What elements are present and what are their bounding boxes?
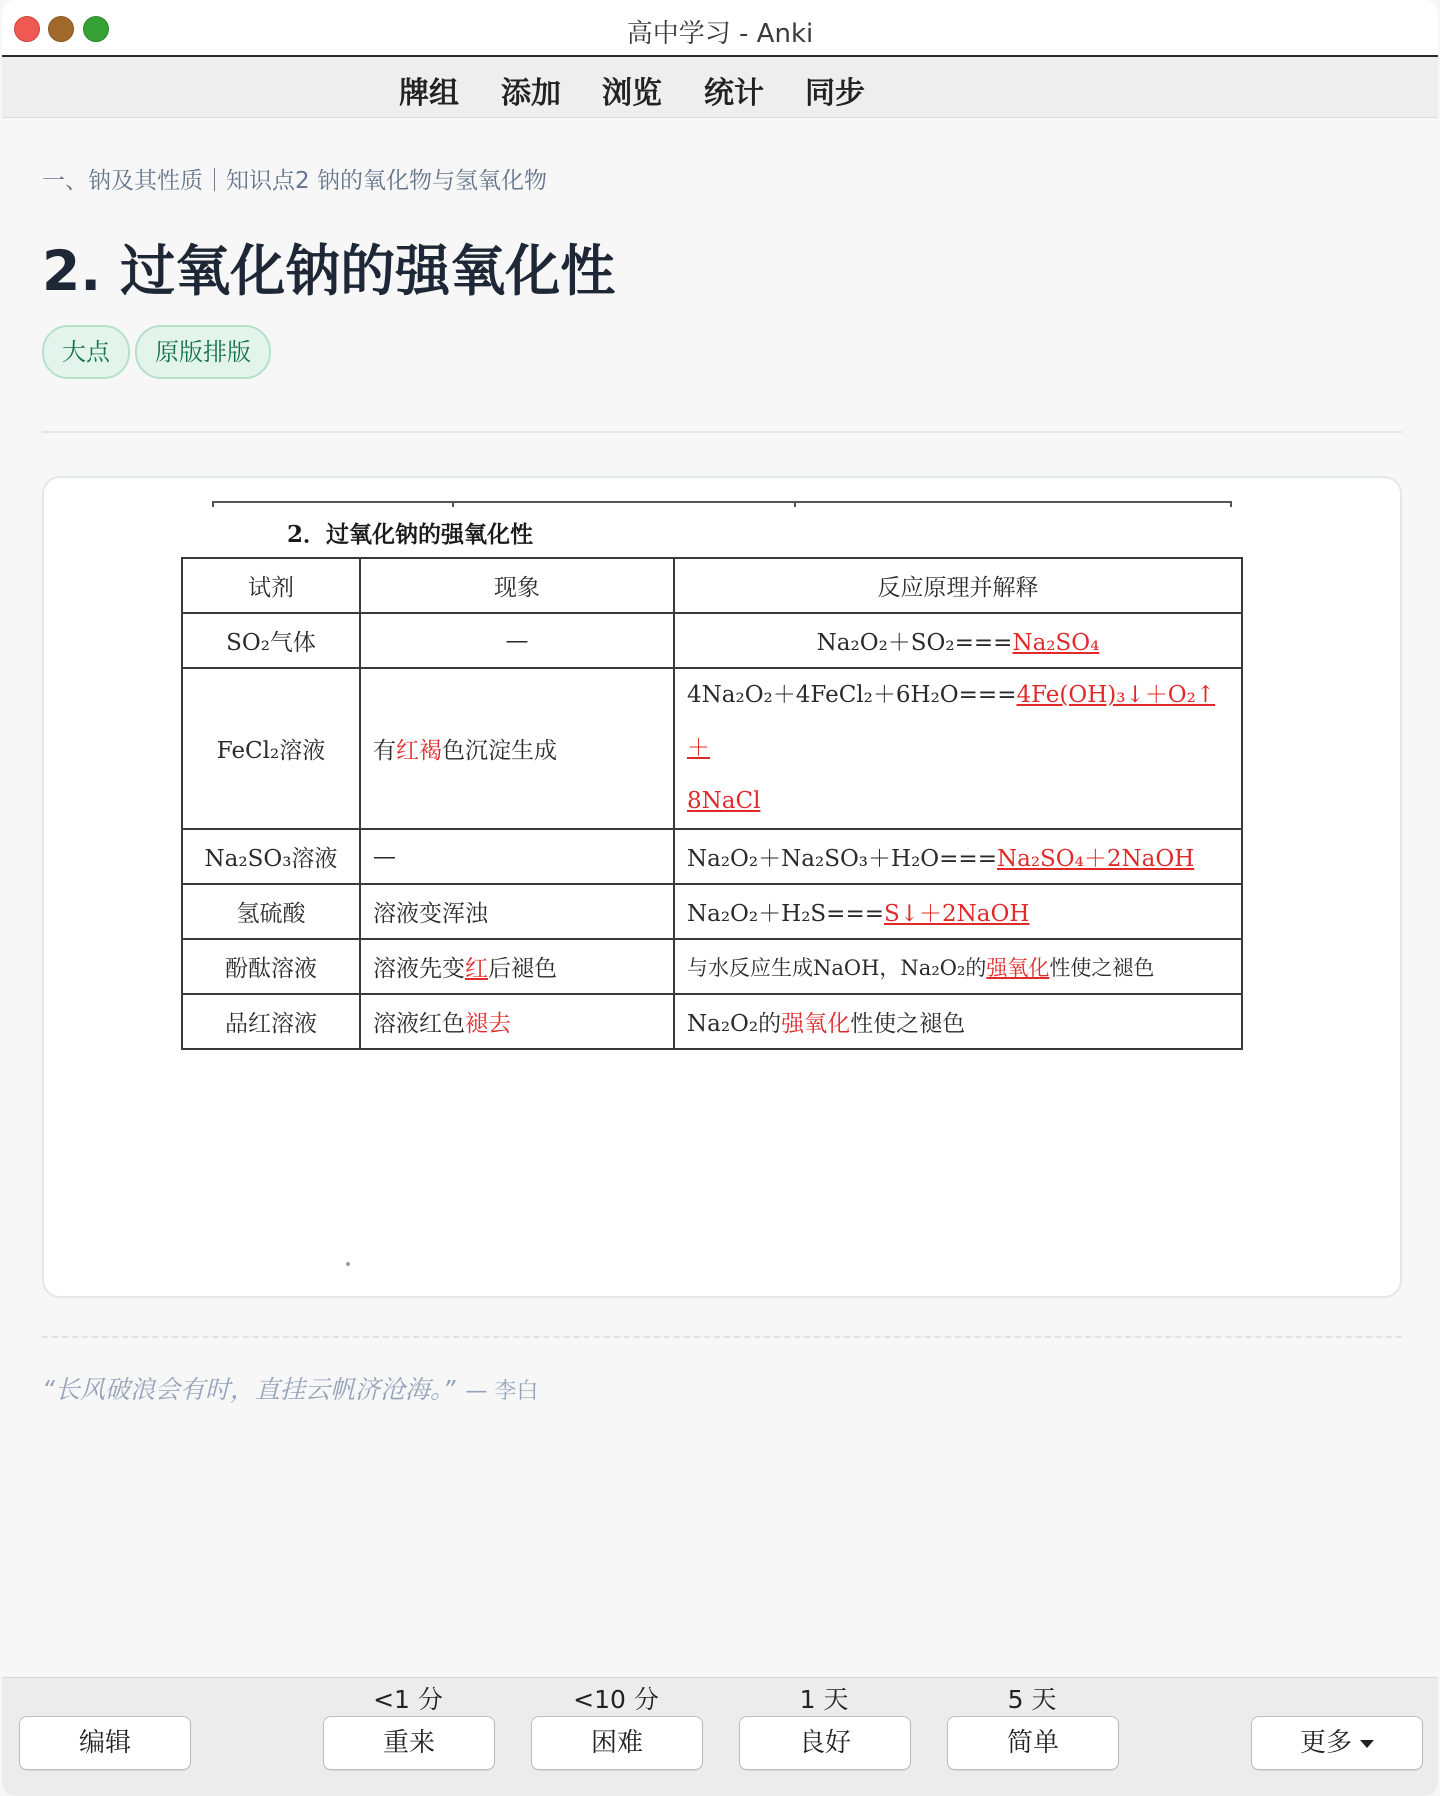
quote-divider [42, 1336, 1402, 1338]
reagent-cell: SO₂气体 [182, 613, 360, 668]
again-button[interactable]: 重来 [323, 1716, 495, 1770]
phenomenon-cell: 溶液变浑浊 [360, 884, 674, 939]
table-row [182, 668, 1242, 829]
table-header-cell: 反应原理并解释 [674, 558, 1242, 613]
interval-label: 1 天 [799, 1685, 849, 1714]
image-title: 2．过氧化钠的强氧化性 [287, 521, 534, 548]
reaction-text: Na₂O₂＋Na₂SO₃＋H₂O=== [687, 846, 997, 872]
phenomenon-text: 溶液红色 [373, 1011, 465, 1037]
phenomenon-cell [360, 994, 674, 1049]
divider [42, 431, 1402, 433]
phenomenon-cell: — [360, 829, 674, 884]
table-row [182, 994, 1242, 1049]
more-label: 更多 [1299, 1728, 1352, 1758]
reaction-cell [674, 994, 1242, 1049]
stray-dot [346, 1262, 350, 1266]
toolbar-decks[interactable]: 牌组 [399, 76, 459, 111]
toolbar-add[interactable]: 添加 [501, 76, 561, 111]
reagent-cell: 氢硫酸 [182, 884, 360, 939]
table-header-row [182, 558, 1242, 613]
phenomenon-cell [360, 668, 674, 829]
phenomenon-text: 色沉淀生成 [442, 738, 557, 764]
anki-window [2, 0, 1438, 1796]
tag-chip[interactable]: 大点 [42, 325, 130, 379]
table-row [182, 829, 1242, 884]
phenomenon-answer: 红 [465, 956, 488, 982]
image-top-rule [212, 501, 1232, 503]
reaction-text: 与水反应生成NaOH，Na₂O₂的 [687, 955, 987, 980]
tag-chip[interactable]: 原版排版 [135, 325, 271, 379]
reaction-answer: 强氧化 [986, 955, 1050, 980]
quote-author: — 李白 [465, 1379, 539, 1404]
interval-label: <1 分 [373, 1685, 443, 1714]
reaction-cell [674, 613, 1242, 668]
phenomenon-cell [360, 939, 674, 994]
table-row [182, 884, 1242, 939]
phenomenon-cell: — [360, 613, 674, 668]
reaction-text: Na₂O₂＋SO₂=== [816, 630, 1013, 656]
reaction-answer: 8NaCl [687, 788, 761, 814]
main-toolbar [2, 57, 1438, 118]
image-rule-tick [212, 501, 214, 507]
quote-text: “长风破浪会有时，直挂云帆济沧海。” [42, 1375, 456, 1404]
interval-label: <10 分 [573, 1685, 659, 1714]
table-row [182, 613, 1242, 668]
phenomenon-answer: 褪去 [465, 1011, 511, 1037]
easy-button[interactable]: 简单 [947, 1716, 1119, 1770]
reaction-answer: S↓＋2NaOH [883, 901, 1030, 927]
image-rule-tick [794, 501, 796, 507]
reaction-text: 性使之褪色 [850, 1011, 966, 1037]
reagent-cell: Na₂SO₃溶液 [182, 829, 360, 884]
reaction-cell [674, 939, 1242, 994]
table-header-cell: 现象 [360, 558, 674, 613]
table-row [182, 939, 1242, 994]
breadcrumb: 一、钠及其性质｜知识点2 钠的氧化物与氢氧化物 [42, 168, 547, 194]
interval-label: 5 天 [1007, 1685, 1057, 1714]
reaction-answer: Na₂SO₄ [1012, 630, 1100, 656]
reaction-cell [674, 829, 1242, 884]
reaction-answer: Na₂SO₄＋2NaOH [996, 846, 1195, 872]
more-button[interactable] [1251, 1716, 1423, 1770]
table-header-cell: 试剂 [182, 558, 360, 613]
toolbar-browse[interactable]: 浏览 [602, 76, 662, 111]
card-heading: 2. 过氧化钠的强氧化性 [42, 239, 616, 303]
title-bar [2, 0, 1438, 57]
reagent-cell: 品红溶液 [182, 994, 360, 1049]
reagent-cell: FeCl₂溶液 [182, 668, 360, 829]
phenomenon-answer: 红褐 [396, 738, 442, 764]
edit-button[interactable]: 编辑 [19, 1716, 191, 1770]
reaction-answer: 强氧化 [781, 1011, 851, 1037]
toolbar-stats[interactable]: 统计 [704, 76, 764, 111]
answer-bar [2, 1677, 1438, 1796]
reaction-text: Na₂O₂＋H₂S=== [687, 901, 884, 927]
toolbar-sync[interactable]: 同步 [805, 76, 865, 111]
card-image-panel [42, 476, 1402, 1298]
phenomenon-text: 后褪色 [488, 956, 557, 982]
reaction-answer: 4Fe(OH)₃↓＋O₂↑＋ [687, 682, 1216, 761]
image-rule-tick [1230, 501, 1232, 507]
good-button[interactable]: 良好 [739, 1716, 911, 1770]
reaction-cell [674, 668, 1242, 829]
reaction-cell [674, 884, 1242, 939]
window-title: 高中学习 - Anki [626, 19, 814, 49]
phenomenon-text: 有 [373, 738, 396, 764]
reagent-cell: 酚酞溶液 [182, 939, 360, 994]
quote [42, 1370, 538, 1406]
image-rule-tick [452, 501, 454, 507]
reaction-text: Na₂O₂的 [687, 1011, 782, 1037]
hard-button[interactable]: 困难 [531, 1716, 703, 1770]
caret-down-icon [1360, 1740, 1374, 1748]
reaction-table [181, 557, 1243, 1050]
phenomenon-text: 溶液先变 [373, 956, 465, 982]
reaction-text: 性使之褪色 [1049, 955, 1155, 980]
reaction-text: 4Na₂O₂＋4FeCl₂＋6H₂O=== [687, 682, 1017, 708]
